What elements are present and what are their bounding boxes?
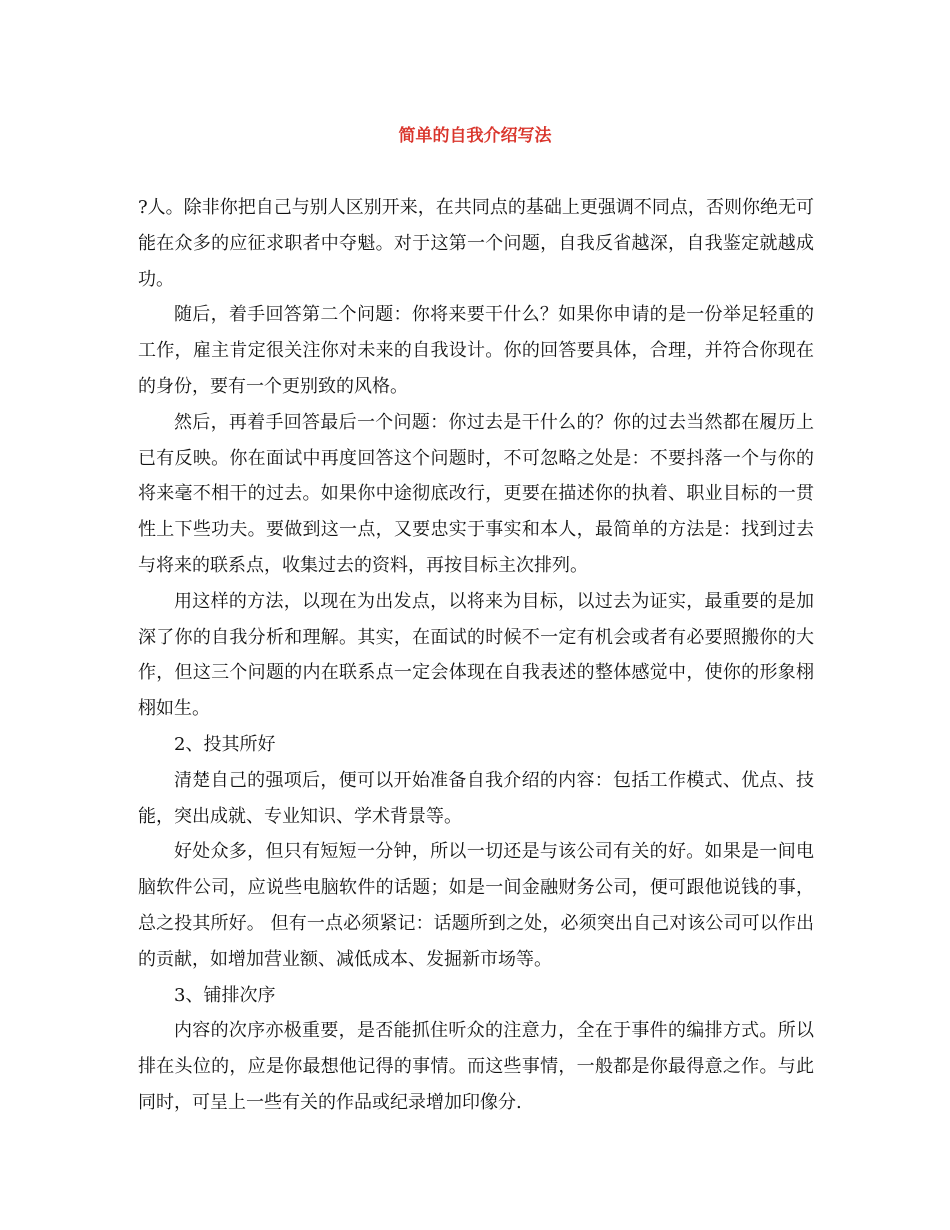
document-body (138, 190, 814, 1121)
paragraph-1: ?人。除非你把自己与别人区别开来，在共同点的基础上更强调不同点，否则你绝无可能在众多的应征求职者中夺魁。对于这第一个问题，自我反省越深，自我鉴定就越成功。 (138, 197, 814, 290)
section-heading-2: 2、投其所好 (174, 733, 276, 755)
paragraph-5: 清楚自己的强项后，便可以开始准备自我介绍的内容：包括工作模式、优点、技能，突出成就、专业知识、学术背景等。 (138, 769, 814, 827)
paragraph-4: 用这样的方法，以现在为出发点，以将来为目标，以过去为证实，最重要的是加深了你的自我分析和理解。其实，在面试的时候不一定有机会或者有必要照搬你的大作，但这三个问题的内在联系点一定会体现在自我表述的整体感觉中，使你的形象栩栩如生。 (138, 590, 814, 720)
section-heading-3: 3、铺排次序 (174, 984, 276, 1006)
paragraph-3: 然后，再着手回答最后一个问题：你过去是干什么的？你的过去当然都在履历上已有反映。你在面试中再度回答这个问题时，不可忽略之处是：不要抖落一个与你的将来毫不相干的过去。如果你中途彻底改行，更要在描述你的执着、职业目标的一贯性上下些功夫。要做到这一点，又要忠实于事实和本人，最简单的方法是：找到过去与将来的联系点，收集过去的资料，再按目标主次排列。 (138, 411, 814, 576)
paragraph-2: 随后，着手回答第二个问题：你将来要干什么？如果你申请的是一份举足轻重的工作，雇主肯定很关注你对未来的自我设计。你的回答要具体，合理，并符合你现在的身份，要有一个更别致的风格。 (138, 304, 814, 397)
paragraph-7: 内容的次序亦极重要，是否能抓住听众的注意力，全在于事件的编排方式。所以排在头位的，应是你最想他记得的事情。而这些事情，一般都是你最得意之作。与此同时，可呈上一些有关的作品或纪录增加印像分. (138, 1020, 814, 1113)
paragraph-6: 好处众多，但只有短短一分钟，所以一切还是与该公司有关的好。如果是一间电脑软件公司，应说些电脑软件的话题；如是一间金融财务公司，便可跟他说钱的事，总之投其所好。 但有一点必须紧记：话题所到之处，必须突出自己对该公司可以作出的贡献，如增加营业额、减低成本、发掘新市场等。 (138, 841, 814, 970)
document-title: 简单的自我介绍写法 (398, 126, 552, 146)
